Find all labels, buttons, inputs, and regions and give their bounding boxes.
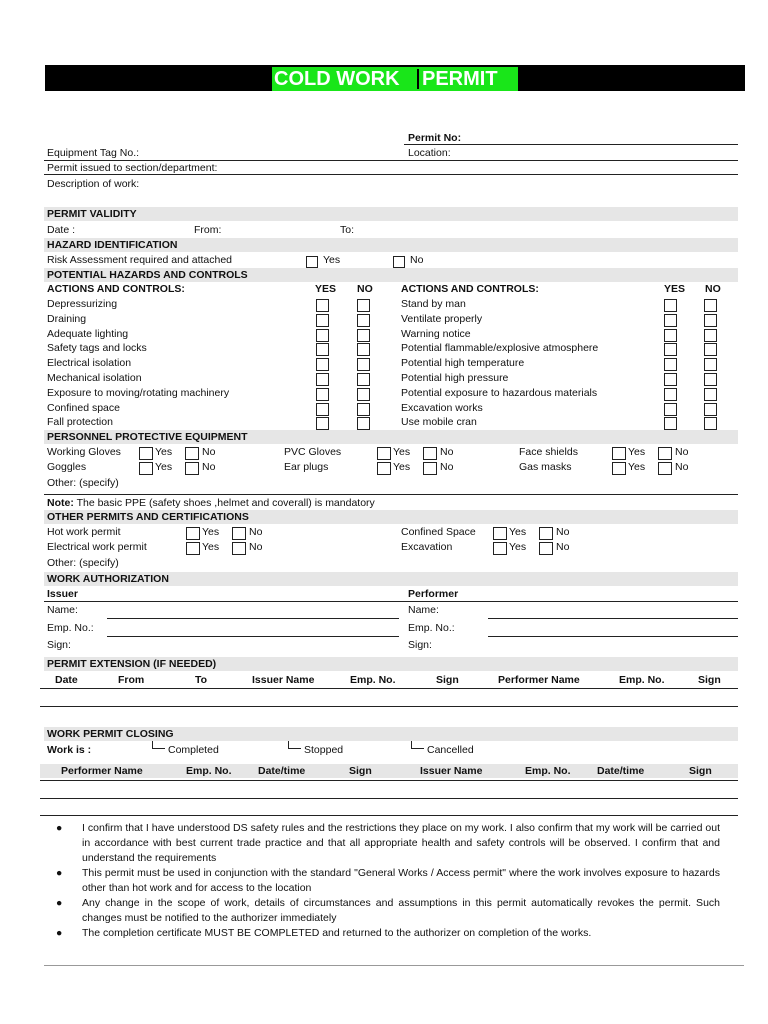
extension-column-header: Issuer Name bbox=[252, 674, 315, 686]
hazard-right-item: Potential high temperature bbox=[401, 357, 525, 370]
hazard-right-no-checkbox[interactable] bbox=[704, 417, 717, 430]
hazard-right-item: Potential flammable/explosive atmosphere bbox=[401, 342, 599, 355]
hazard-right-no-checkbox[interactable] bbox=[704, 403, 717, 416]
performer-name-label: Name: bbox=[408, 604, 439, 616]
extension-column-header: Sign bbox=[698, 674, 721, 686]
hazard-right-item: Potential high pressure bbox=[401, 372, 509, 384]
closing-option-checkbox[interactable] bbox=[411, 741, 424, 749]
ppe-no-label: No bbox=[440, 461, 454, 473]
hazard-right-no-checkbox[interactable] bbox=[704, 343, 717, 356]
risk-yes-label: Yes bbox=[323, 254, 341, 266]
title-cursor bbox=[417, 69, 419, 89]
right-actions-header: ACTIONS AND CONTROLS: bbox=[401, 283, 539, 295]
hazard-right-no-checkbox[interactable] bbox=[704, 388, 717, 401]
hazard-right-yes-checkbox[interactable] bbox=[664, 417, 677, 430]
ppe-yes-checkbox[interactable] bbox=[612, 447, 626, 460]
performer-emp-label: Emp. No.: bbox=[408, 622, 455, 634]
hazard-right-item: Ventilate properly bbox=[401, 312, 483, 325]
date-label: Date : bbox=[47, 224, 76, 236]
closing-column-header: Date/time bbox=[258, 765, 306, 777]
hazard-right-item: Warning notice bbox=[401, 327, 471, 340]
authorization-heading: WORK AUTHORIZATION bbox=[47, 573, 169, 585]
ppe-note bbox=[47, 497, 375, 510]
ppe-item: Goggles bbox=[47, 461, 87, 473]
closing-option-checkbox[interactable] bbox=[152, 741, 165, 749]
title-part-1: COLD WORK bbox=[274, 68, 400, 90]
hazard-right-no-checkbox[interactable] bbox=[704, 329, 717, 342]
hazard-right-yes-checkbox[interactable] bbox=[664, 299, 677, 312]
issuer-emp-line[interactable] bbox=[107, 636, 399, 637]
ppe-no-checkbox[interactable] bbox=[423, 462, 437, 475]
ppe-other-label: Other: (specify) bbox=[47, 477, 119, 489]
ppe-item: Face shields bbox=[519, 446, 578, 458]
note-bullet: ● bbox=[56, 897, 63, 909]
permit-no-label: Permit No: bbox=[408, 132, 462, 144]
permit-yes-checkbox[interactable] bbox=[186, 527, 200, 540]
divider bbox=[40, 815, 738, 816]
ppe-no-checkbox[interactable] bbox=[423, 447, 437, 460]
extension-column-header: Date bbox=[55, 674, 78, 686]
hazard-left-yes-checkbox[interactable] bbox=[316, 403, 329, 416]
closing-column-header: Performer Name bbox=[61, 765, 143, 777]
ppe-no-label: No bbox=[675, 461, 689, 473]
divider bbox=[40, 706, 738, 707]
hazard-left-item: Mechanical isolation bbox=[47, 372, 142, 384]
closing-heading: WORK PERMIT CLOSING bbox=[47, 728, 174, 740]
divider bbox=[44, 160, 738, 161]
hazard-left-yes-checkbox[interactable] bbox=[316, 314, 329, 327]
ppe-yes-label: Yes bbox=[393, 461, 411, 473]
ppe-yes-checkbox[interactable] bbox=[612, 462, 626, 475]
ppe-no-label: No bbox=[675, 446, 689, 458]
document-title bbox=[272, 67, 518, 91]
ppe-yes-label: Yes bbox=[628, 461, 646, 473]
performer-emp-line[interactable] bbox=[488, 636, 738, 637]
closing-column-header: Date/time bbox=[597, 765, 645, 777]
hazard-right-yes-checkbox[interactable] bbox=[664, 403, 677, 416]
ppe-yes-checkbox[interactable] bbox=[377, 447, 391, 460]
hazard-left-no-checkbox[interactable] bbox=[357, 329, 370, 342]
permit-item: Confined Space bbox=[401, 526, 476, 538]
permit-item: Electrical work permit bbox=[47, 541, 147, 553]
work-is-label: Work is : bbox=[47, 744, 92, 756]
other-permits-heading: OTHER PERMITS AND CERTIFICATIONS bbox=[47, 511, 249, 523]
ppe-yes-checkbox[interactable] bbox=[377, 462, 391, 475]
note-text: Any change in the scope of work, details of circumstances and assumptions in this permit automatically revokes the permit. Such changes must be notified to the authorizer immediately bbox=[82, 897, 720, 924]
performer-label: Performer bbox=[408, 588, 459, 600]
permits-other-label: Other: (specify) bbox=[47, 557, 119, 569]
ppe-heading: PERSONNEL PROTECTIVE EQUIPMENT bbox=[47, 431, 248, 443]
permit-no-label: No bbox=[249, 541, 263, 553]
hazard-left-item: Electrical isolation bbox=[47, 357, 132, 370]
hazard-left-yes-checkbox[interactable] bbox=[316, 373, 329, 386]
hazard-left-no-checkbox[interactable] bbox=[357, 403, 370, 416]
hazard-left-no-checkbox[interactable] bbox=[357, 299, 370, 312]
ppe-item: Gas masks bbox=[519, 461, 572, 473]
hazard-right-yes-checkbox[interactable] bbox=[664, 373, 677, 386]
ppe-item: PVC Gloves bbox=[284, 446, 342, 458]
permit-no-line bbox=[404, 144, 738, 145]
issuer-sign-label: Sign: bbox=[47, 639, 71, 651]
risk-yes-checkbox[interactable] bbox=[306, 256, 318, 268]
divider bbox=[40, 780, 738, 781]
permit-yes-label: Yes bbox=[202, 541, 220, 553]
left-actions-header: ACTIONS AND CONTROLS: bbox=[47, 283, 185, 295]
hazard-left-item: Safety tags and locks bbox=[47, 342, 147, 355]
permit-item: Hot work permit bbox=[47, 526, 121, 538]
hazard-right-no-checkbox[interactable] bbox=[704, 373, 717, 386]
hazard-left-item: Depressurizing bbox=[47, 298, 118, 310]
divider bbox=[44, 174, 738, 175]
ppe-yes-label: Yes bbox=[393, 446, 411, 458]
issued-to-label: Permit issued to section/department: bbox=[47, 162, 218, 174]
closing-column-header: Sign bbox=[349, 765, 372, 777]
hazard-right-no-checkbox[interactable] bbox=[704, 358, 717, 371]
divider bbox=[44, 601, 738, 602]
closing-column-header: Issuer Name bbox=[420, 765, 483, 777]
closing-column-header: Sign bbox=[689, 765, 712, 777]
from-label: From: bbox=[194, 224, 222, 236]
permit-item: Excavation bbox=[401, 541, 453, 553]
hazard-left-item: Draining bbox=[47, 312, 87, 325]
hazard-right-yes-checkbox[interactable] bbox=[664, 329, 677, 342]
permit-yes-label: Yes bbox=[509, 526, 527, 538]
hazard-right-yes-checkbox[interactable] bbox=[664, 314, 677, 327]
closing-option-label: Stopped bbox=[304, 744, 344, 756]
ppe-yes-checkbox[interactable] bbox=[139, 462, 153, 475]
closing-column-header: Emp. No. bbox=[186, 765, 232, 777]
issuer-emp-label: Emp. No.: bbox=[47, 622, 94, 634]
hazard-left-item: Adequate lighting bbox=[47, 327, 129, 340]
title-part-2: PERMIT bbox=[422, 68, 498, 90]
left-no-header: NO bbox=[357, 283, 373, 295]
note-bullet: ● bbox=[56, 927, 63, 939]
permit-no-checkbox[interactable] bbox=[232, 542, 246, 555]
hazard-left-no-checkbox[interactable] bbox=[357, 343, 370, 356]
description-label: Description of work: bbox=[47, 178, 140, 190]
risk-assessment-label: Risk Assessment required and attached bbox=[47, 254, 233, 266]
hazard-left-yes-checkbox[interactable] bbox=[316, 343, 329, 356]
ppe-no-checkbox[interactable] bbox=[185, 462, 199, 475]
closing-column-header: Emp. No. bbox=[525, 765, 571, 777]
right-yes-header: YES bbox=[664, 283, 686, 295]
ppe-yes-label: Yes bbox=[155, 446, 173, 458]
performer-name-line[interactable] bbox=[488, 618, 738, 619]
risk-no-label: No bbox=[410, 254, 424, 266]
validity-heading: PERMIT VALIDITY bbox=[47, 208, 137, 220]
note-label: Note: bbox=[47, 497, 74, 509]
hazard-right-no-checkbox[interactable] bbox=[704, 299, 717, 312]
extension-column-header: Emp. No. bbox=[350, 674, 396, 686]
closing-option-checkbox[interactable] bbox=[288, 741, 301, 749]
permit-yes-label: Yes bbox=[509, 541, 527, 553]
risk-no-checkbox[interactable] bbox=[393, 256, 405, 268]
permit-no-checkbox[interactable] bbox=[539, 527, 553, 540]
hazard-left-no-checkbox[interactable] bbox=[357, 388, 370, 401]
hazard-right-yes-checkbox[interactable] bbox=[664, 388, 677, 401]
divider bbox=[44, 494, 738, 495]
extension-column-header: Performer Name bbox=[498, 674, 580, 686]
ppe-item: Ear plugs bbox=[284, 461, 329, 473]
permit-no-label: No bbox=[249, 526, 263, 538]
ppe-no-checkbox[interactable] bbox=[658, 447, 672, 460]
hazard-left-item: Confined space bbox=[47, 401, 120, 414]
hazard-left-no-checkbox[interactable] bbox=[357, 417, 370, 430]
hazard-right-yes-checkbox[interactable] bbox=[664, 358, 677, 371]
footer-line bbox=[44, 965, 744, 966]
hazard-left-yes-checkbox[interactable] bbox=[316, 358, 329, 371]
ppe-no-label: No bbox=[202, 461, 216, 473]
permit-no-label: No bbox=[556, 526, 570, 538]
ppe-item: Working Gloves bbox=[47, 446, 121, 458]
note-text: The basic PPE (safety shoes ,helmet and coverall) is mandatory bbox=[76, 497, 375, 509]
ppe-no-label: No bbox=[202, 446, 216, 458]
extension-column-header: From bbox=[118, 674, 145, 686]
hazard-right-item: Potential exposure to hazardous materials bbox=[401, 386, 598, 399]
note-text: The completion certificate MUST BE COMPLETED and returned to the authorizer on completion of the works. bbox=[82, 927, 592, 939]
note-text: This permit must be used in conjunction with the standard "General Works / Access permit" where the work involves exposure to hazards other than hot work and for access to the location bbox=[82, 867, 720, 894]
ppe-yes-checkbox[interactable] bbox=[139, 447, 153, 460]
issuer-name-label: Name: bbox=[47, 604, 78, 616]
hazard-right-item: Excavation works bbox=[401, 401, 483, 414]
to-label: To: bbox=[340, 224, 355, 236]
ppe-no-label: No bbox=[440, 446, 454, 458]
note-text: I confirm that I have understood DS safety rules and the restrictions they place on my work. I also confirm that my work will be carried out in accordance with best current trade practice and that all appropriate health and safety controls will be observed. I confirm that and understand the requirements bbox=[82, 822, 720, 864]
permit-no-checkbox[interactable] bbox=[232, 527, 246, 540]
hazard-right-item: Stand by man bbox=[401, 298, 466, 310]
hazard-left-item: Exposure to moving/rotating machinery bbox=[47, 386, 230, 399]
extension-heading: PERMIT EXTENSION (IF NEEDED) bbox=[47, 658, 217, 670]
hazard-left-no-checkbox[interactable] bbox=[357, 373, 370, 386]
hazard-right-no-checkbox[interactable] bbox=[704, 314, 717, 327]
hazard-left-no-checkbox[interactable] bbox=[357, 358, 370, 371]
permit-no-checkbox[interactable] bbox=[539, 542, 553, 555]
hazard-left-no-checkbox[interactable] bbox=[357, 314, 370, 327]
right-no-header: NO bbox=[705, 283, 721, 295]
permit-yes-checkbox[interactable] bbox=[493, 542, 507, 555]
hazard-right-item: Use mobile cran bbox=[401, 416, 477, 429]
permit-yes-checkbox[interactable] bbox=[493, 527, 507, 540]
extension-column-header: To bbox=[195, 674, 208, 686]
potential-heading: POTENTIAL HAZARDS AND CONTROLS bbox=[47, 269, 248, 281]
note-bullet: ● bbox=[56, 822, 63, 834]
note-bullet: ● bbox=[56, 867, 63, 879]
ppe-no-checkbox[interactable] bbox=[185, 447, 199, 460]
divider bbox=[40, 798, 738, 799]
ppe-yes-label: Yes bbox=[155, 461, 173, 473]
performer-sign-label: Sign: bbox=[408, 639, 432, 651]
issuer-label: Issuer bbox=[47, 588, 78, 600]
extension-column-header: Sign bbox=[436, 674, 459, 686]
permit-yes-checkbox[interactable] bbox=[186, 542, 200, 555]
permit-yes-label: Yes bbox=[202, 526, 220, 538]
closing-option-label: Completed bbox=[168, 744, 219, 756]
ppe-yes-label: Yes bbox=[628, 446, 646, 458]
section-band bbox=[44, 207, 738, 221]
hazard-left-yes-checkbox[interactable] bbox=[316, 388, 329, 401]
hazard-left-yes-checkbox[interactable] bbox=[316, 417, 329, 430]
left-yes-header: YES bbox=[315, 283, 337, 295]
hazard-left-item: Fall protection bbox=[47, 416, 113, 429]
issuer-name-line[interactable] bbox=[107, 618, 399, 619]
location-label: Location: bbox=[408, 147, 451, 159]
hazard-id-heading: HAZARD IDENTIFICATION bbox=[47, 239, 178, 251]
hazard-left-yes-checkbox[interactable] bbox=[316, 329, 329, 342]
hazard-left-yes-checkbox[interactable] bbox=[316, 299, 329, 312]
equipment-tag-label: Equipment Tag No.: bbox=[47, 147, 140, 159]
hazard-right-yes-checkbox[interactable] bbox=[664, 343, 677, 356]
ppe-no-checkbox[interactable] bbox=[658, 462, 672, 475]
closing-option-label: Cancelled bbox=[427, 744, 474, 756]
extension-column-header: Emp. No. bbox=[619, 674, 665, 686]
divider bbox=[40, 688, 738, 689]
permit-no-label: No bbox=[556, 541, 570, 553]
